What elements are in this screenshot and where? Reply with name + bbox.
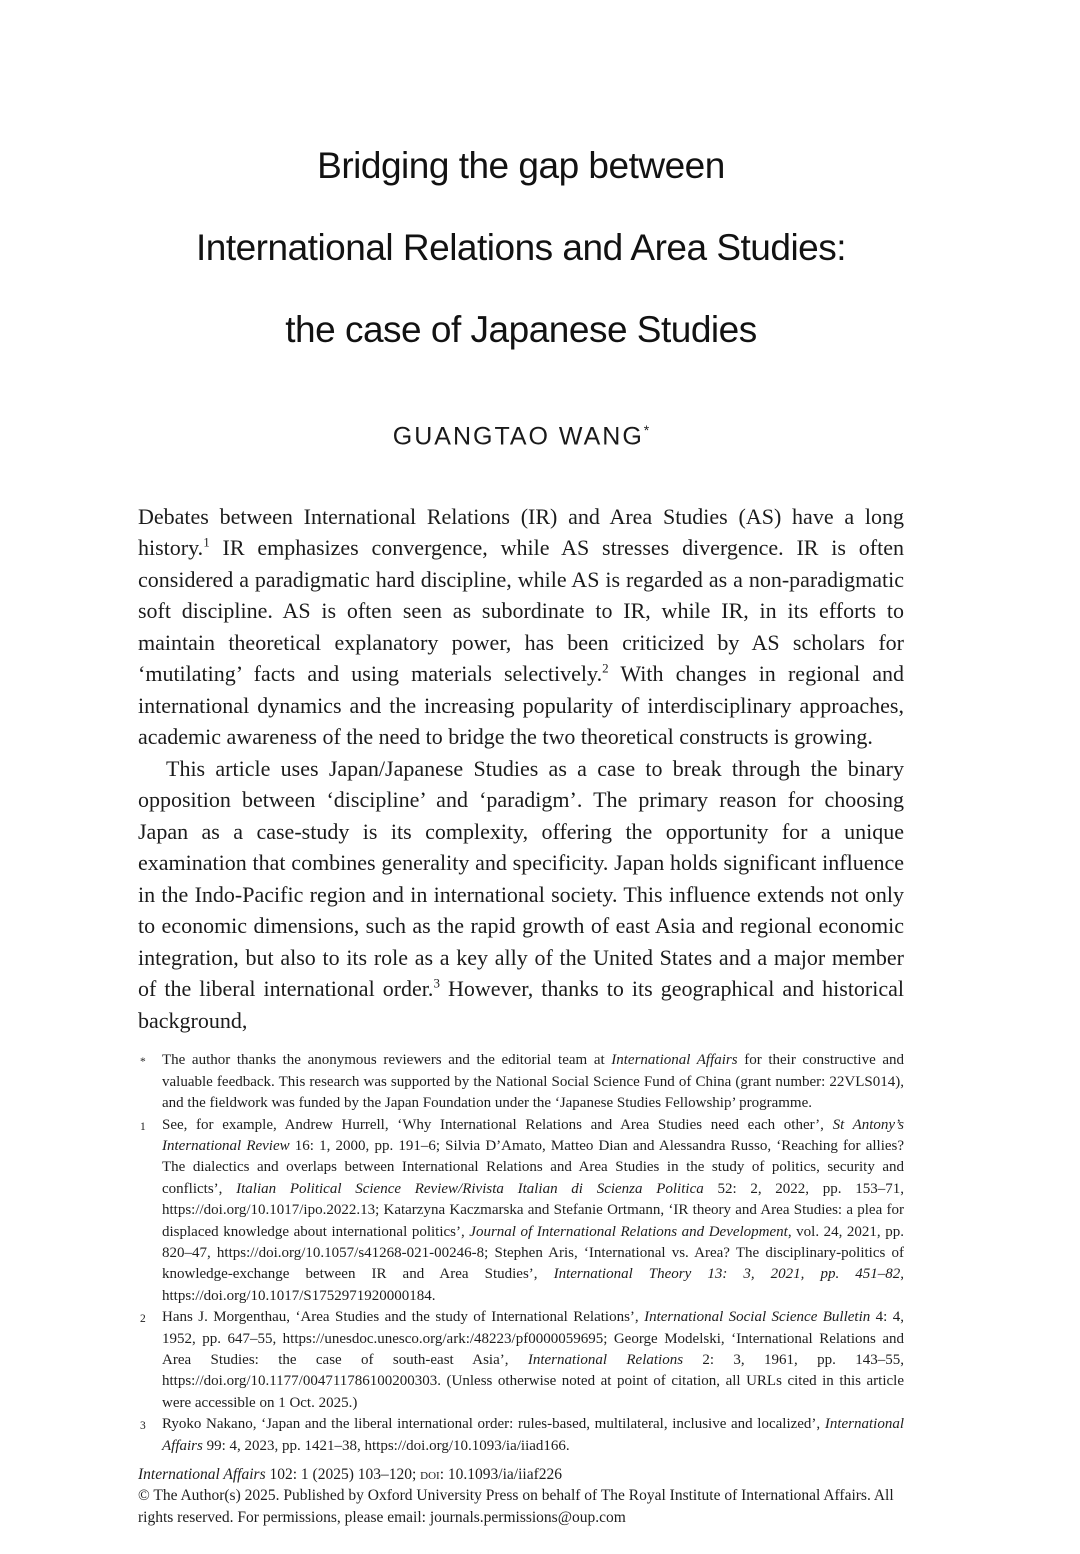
article-body (138, 501, 904, 1037)
footnote-1-marker: 1 (140, 1120, 146, 1133)
article-title-line-3: the case of Japanese Studies (285, 308, 757, 350)
footnote-2 (138, 1307, 904, 1414)
footnote-3-text: Ryoko Nakano, ‘Japan and the liberal international order: rules-based, multilateral, inclusive and localized’, International Affairs 99: 4, 2023, pp. 1421–38, https://doi.org/10.1093/ia/iiad166. (162, 1416, 904, 1454)
journal-imprint (138, 1464, 904, 1529)
article-title-line-2: International Relations and Area Studies: (195, 226, 847, 268)
author-line (138, 422, 904, 451)
imprint-citation-line: International Affairs 102: 1 (2025) 103–120; doi: 10.1093/ia/iiaf226 (138, 1465, 562, 1483)
author-footnote-symbol: * (643, 421, 650, 438)
footnotes-section (138, 1050, 904, 1457)
footnote-star-text: The author thanks the anonymous reviewers and the editorial team at International Affairs for their constructive and valuable feedback. This research was supported by the National Social Science Fund of China (grant number: 22VLS014), and the fieldwork was funded by the Japan Foundation under the ‘Japanese Studies Fellowship’ programme. (162, 1052, 904, 1112)
body-paragraph-1: Debates between International Relations (IR) and Area Studies (AS) have a long history.$^1$ IR emphasizes convergence, while AS stresses divergence. IR is often considered a paradigmatic hard discipline, while AS is regarded as a non-paradigmatic soft discipline. AS is often seen as subordinate to IR, while IR, in its efforts to maintain theoretical explanatory power, has been criticized by AS scholars for ‘mutilating’ facts and using materials selectively.$^2$ With changes in regional and international dynamics and the increasing popularity of interdisciplinary approaches, academic awareness of the need to bridge the two theoretical constructs is growing. (138, 503, 904, 750)
article-title-line-1: Bridging the gap between (317, 144, 725, 186)
footnote-1 (138, 1115, 904, 1308)
imprint-copyright-line: © The Author(s) 2025. Published by Oxford University Press on behalf of The Royal Institute of International Affairs. All rights reserved. For permissions, please email: journals.permissions@oup.com (138, 1487, 894, 1526)
footnote-2-text: Hans J. Morgenthau, ‘Area Studies and the study of International Relations’, International Social Science Bulletin 4: 4, 1952, pp. 647–55, https://unesdoc.unesco.org/ark:/48223/pf0000059695; George Modelski, ‘International Relations and Area Studies: the case of south-east Asia’, International Relations 2: 3, 1961, pp. 143–55, https://doi.org/10.1177/004711786100200303. (Unless otherwise noted at point of citation, all URLs cited in this article were accessible on 1 Oct. 2025.) (162, 1309, 905, 1411)
footnote-2-marker: 2 (140, 1313, 146, 1326)
article-title (138, 125, 904, 371)
author-name: GUANGTAO WANG (392, 421, 644, 450)
footnote-star-marker: * (140, 1056, 146, 1069)
footnote-star (138, 1050, 904, 1114)
body-paragraph-2: This article uses Japan/Japanese Studies as a case to break through the binary opposition between ‘discipline’ and ‘paradigm’. The primary reason for choosing Japan as a case-study is its complexity, offering the opportunity for a unique examination that combines generality and specificity. Japan holds significant influence in the Indo-Pacific region and in international society. This influence extends not only to economic dimensions, such as the rapid growth of east Asia and regional economic integration, but also to its role as a key ally of the United States and a major member of the liberal international order.$^3$ However, thanks to its geographical and historical background, (138, 755, 905, 1033)
footnote-3-marker: 3 (140, 1420, 146, 1433)
footnote-1-text: See, for example, Andrew Hurrell, ‘Why International Relations and Area Studies need each other’, St Antony’s International Review 16: 1, 2000, pp. 191–6; Silvia D’Amato, Matteo Dian and Alessandra Russo, ‘Reaching for allies? The dialectics and overlaps between International Relations and Area Studies in the study of politics, security and conflicts’, Italian Political Science Review/Rivista Italian di Scienza Politica 52: 2, 2022, pp. 153–71, https://doi.org/10.1017/ipo.2022.13; Katarzyna Kaczmarska and Stefanie Ortmann, ‘IR theory and Area Studies: a plea for displaced knowledge about international politics’, Journal of International Relations and Development, vol. 24, 2021, pp. 820–47, https://doi.org/10.1057/s41268-021-00246-8; Stephen Aris, ‘International vs. Area? The disciplinary-politics of knowledge-exchange between IR and Area Studies’, International Theory 13: 3, 2021, pp. 451–82, https://doi.org/10.1017/S1752971920000184. (162, 1116, 905, 1304)
footnote-3 (138, 1414, 904, 1457)
